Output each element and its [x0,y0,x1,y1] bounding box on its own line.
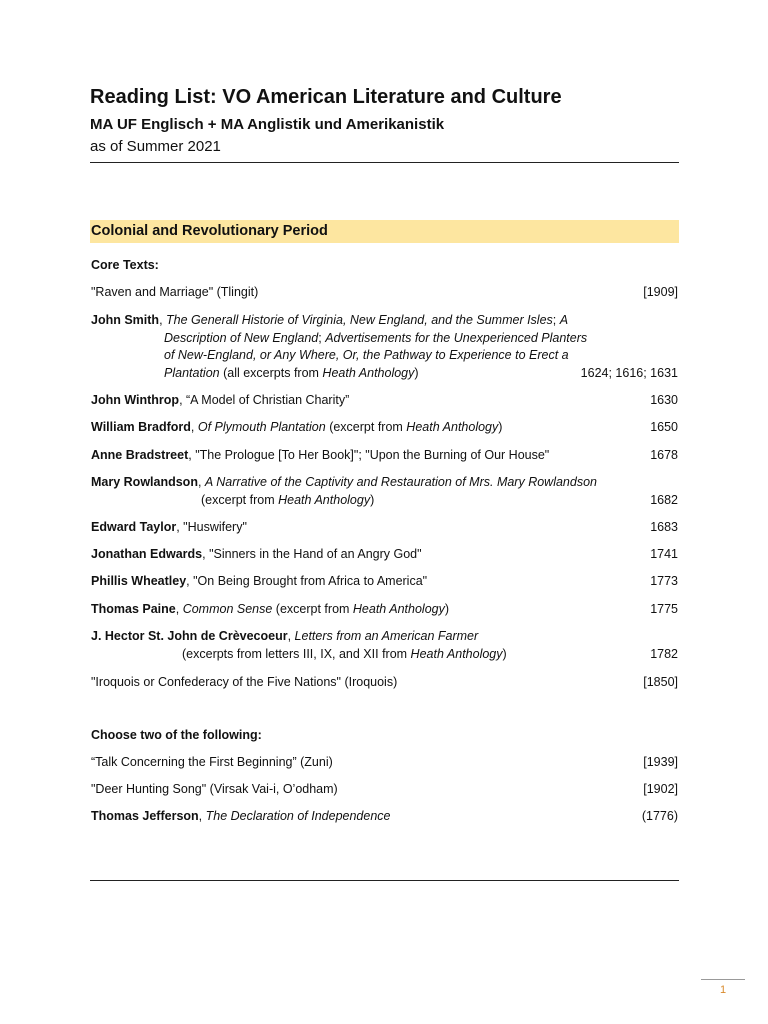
entry-title: , “A Model of Christian Charity” [179,393,350,407]
entry-separator: , [190,420,198,434]
entry-title: Letters from an American Farmer [294,629,479,643]
entry-title: Plantation [164,366,220,380]
entry-author: John Smith [91,313,160,327]
reading-entry-crevecoeur [91,629,678,665]
choose-label: Choose two of the following: [91,728,262,742]
as-of-date: as of Summer 2021 [90,138,221,155]
entry-year: 1741 [650,547,678,561]
entry-title: Description of New England [164,331,319,345]
reading-entry-taylor [91,520,678,534]
entry-title: The Declaration of Independence [205,809,391,823]
reading-entry-paine [91,602,678,616]
entry-author: Jonathan Edwards [91,547,203,561]
entry-separator: , [175,602,183,616]
entry-note: ) [444,602,450,616]
entry-author: William Bradford [91,420,191,434]
reading-entry-jefferson [91,809,678,823]
entry-note: ) [370,493,375,507]
entry-source: Heath Anthology [322,366,415,380]
entry-title: Of Plymouth Plantation [197,420,326,434]
entry-title: A Narrative of the Captivity and Restauration of Mrs. Mary Rowlandson [204,475,597,489]
page-number-divider [701,979,745,980]
entry-note: (excerpts from letters III, IX, and XII from [182,647,411,661]
entry-title: , "The Prologue [To Her Book]"; "Upon the Burning of Our House" [188,448,550,462]
entry-year: [1939] [643,755,678,769]
entry-year: [1909] [643,285,678,299]
entry-year: (1776) [641,809,678,823]
entry-author: Thomas Jefferson [91,809,199,823]
entry-author: Thomas Paine [91,602,176,616]
entry-year: 1630 [650,393,678,407]
entry-separator: ; [552,313,560,327]
entry-author: J. Hector St. John de Crèvecoeur [91,629,288,643]
entry-author: Mary Rowlandson [91,475,198,489]
entry-note: ) [498,420,503,434]
entry-year: [1902] [643,782,678,796]
entry-separator: ; [318,331,326,345]
reading-entry-rowlandson [91,475,678,511]
entry-source: Heath Anthology [406,420,499,434]
document-subtitle: MA UF Englisch + MA Anglistik und Amerikanistik [90,116,445,133]
reading-entry-bradstreet [91,448,678,462]
entry-text: "Raven and Marriage" (Tlingit) [91,285,259,299]
entry-note: (all excerpts from [219,366,323,380]
header-divider [90,162,679,163]
entry-note: (excerpt from [272,602,353,616]
entry-separator: , [159,313,167,327]
entry-note: ) [502,647,507,661]
entry-separator: , [197,475,205,489]
reading-entry-raven [91,285,678,299]
entry-year: 1683 [650,520,678,534]
entry-author: Anne Bradstreet [91,448,189,462]
entry-author: Phillis Wheatley [91,574,187,588]
reading-entry-wheatley [91,574,678,588]
document-title: Reading List: VO American Literature and Culture [90,86,562,108]
entry-title: A [559,313,569,327]
reading-entry-smith [91,313,678,385]
entry-source: Heath Anthology [352,602,445,616]
entry-title: The Generall Historie of Virginia, New England, and the Summer Isles [166,313,553,327]
entry-year: 1773 [650,574,678,588]
entry-author: Edward Taylor [91,520,177,534]
entry-year: 1650 [650,420,678,434]
entry-title: Advertisements for the Unexperienced Planters [325,331,588,345]
reading-entry-iroquois [91,675,678,689]
entry-text: “Talk Concerning the First Beginning” (Zuni) [91,755,333,769]
entry-note: ) [414,366,419,380]
entry-title: Common Sense [182,602,273,616]
entry-title: , "Sinners in the Hand of an Angry God" [202,547,422,561]
footer-divider [90,880,679,881]
reading-entry-bradford [91,420,678,434]
entry-source: Heath Anthology [410,647,503,661]
entry-separator: , [287,629,295,643]
page-number: 1 [719,984,727,996]
entry-text: "Iroquois or Confederacy of the Five Nations" (Iroquois) [91,675,398,689]
reading-entry-edwards [91,547,678,561]
entry-year: [1850] [643,675,678,689]
entry-year: 1678 [650,448,678,462]
reading-entry-winthrop [91,393,678,407]
entry-separator: , [198,809,206,823]
entry-year: 1782 [650,647,678,661]
reading-entry-zuni [91,755,678,769]
entry-note: (excerpt from [201,493,279,507]
entry-title: , "Huswifery" [176,520,247,534]
section-heading: Colonial and Revolutionary Period [90,220,679,243]
reading-entry-deer-song [91,782,678,796]
entry-title: , "On Being Brought from Africa to America" [186,574,428,588]
entry-year: 1775 [650,602,678,616]
entry-year: 1682 [650,493,678,507]
entry-title: of New-England, or Any Where, Or, the Pathway to Experience to Erect a [164,348,569,362]
entry-text: "Deer Hunting Song" (Virsak Vai-i, O’odham) [91,782,338,796]
entry-year: 1624; 1616; 1631 [580,366,678,380]
entry-note: (excerpt from [325,420,407,434]
entry-source: Heath Anthology [278,493,371,507]
entry-author: John Winthrop [91,393,180,407]
core-texts-label: Core Texts: [91,258,159,272]
